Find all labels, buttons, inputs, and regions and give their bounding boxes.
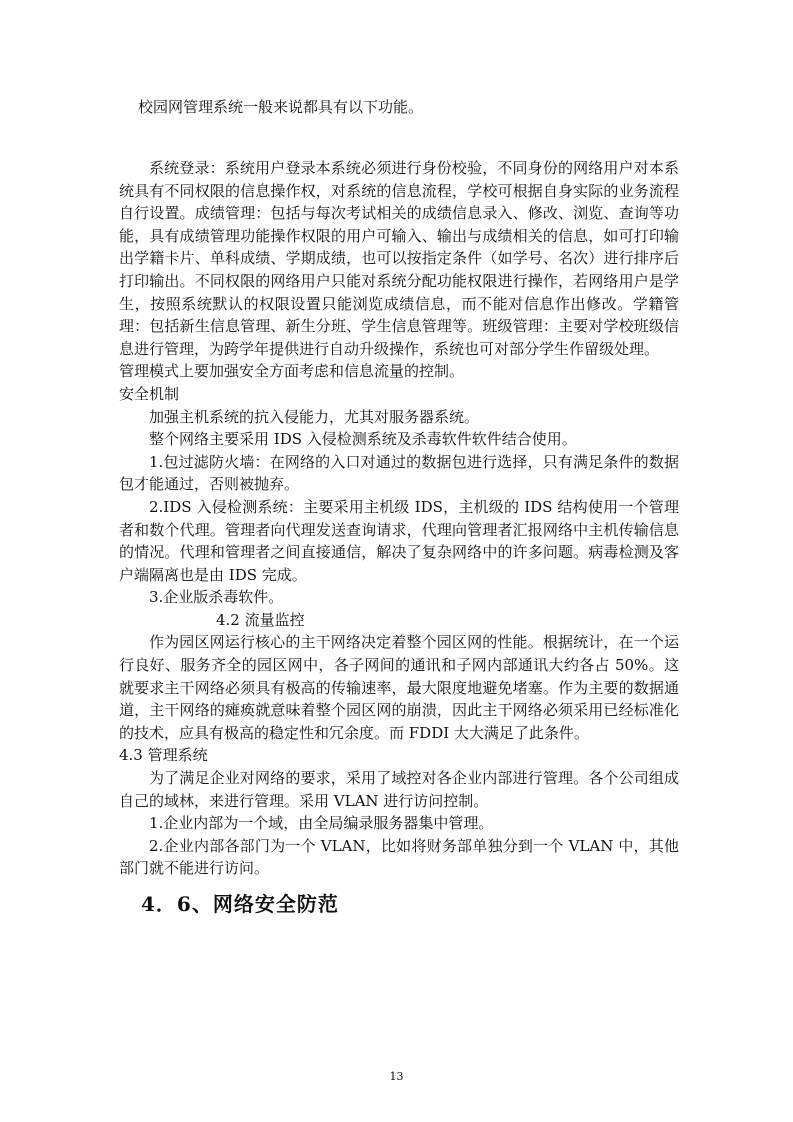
section-heading: 4．6、网络安全防范 [141,892,339,916]
list-item-vlan: 2.企业内部各部门为一个 VLAN，比如将财务部单独分到一个 VLAN 中，其他部门就不能进行访问。 [119,836,679,878]
subsection-title-traffic: 4.2 流量监控 [216,610,305,629]
subsection-title-management: 4.3 管理系统 [119,746,208,765]
paragraph-ids-antivirus: 整个网络主要采用 IDS 入侵检测系统及杀毒软件软件结合使用。 [149,430,577,449]
list-item-firewall: 1.包过滤防火墙：在网络的入口对通过的数据包进行选择，只有满足条件的数据包才能通过，否则被抛弃。 [119,452,679,494]
list-item-antivirus: 3.企业版杀毒软件。 [149,588,284,607]
paragraph-system-functions: 系统登录：系统用户登录本系统必须进行身份校验，不同身份的网络用户对本系统具有不同权限的信息操作权，对系统的信息流程，学校可根据自身实际的业务流程自行设置。成绩管理：包括与每次考试相关的成绩信息录入、修改、浏览、查询等功能，具有成绩管理功能操作权限的用户可输入、输出与成绩相关的信息，如可打印输出学籍卡片、单科成绩、学期成绩，也可以按指定条件（如学号、名次）进行排序后打印输出。不同权限的网络用户只能对系统分配功能权限进行操作，若网络用户是学生，按照系统默认的权限设置只能浏览成绩信息，而不能对信息作出修改。学籍管理：包括新生信息管理、新生分班、学生信息管理等。班级管理：主要对学校班级信息进行管理，为跨学年提供进行自动升级操作，系统也可对部分学生作留级处理。 [119,159,679,358]
list-item-ids: 2.IDS 入侵检测系统：主要采用主机级 IDS，主机级的 IDS 结构使用一个管理者和数个代理。管理者向代理发送查询请求，代理向管理者汇报网络中主机传输信息的情况。代理和管理者之间直接通信，解决了复杂网络中的许多问题。病毒检测及客户端隔离也是由 IDS 完成。 [119,497,679,584]
paragraph-management-mode: 管理模式上要加强安全方面考虑和信息流量的控制。 [119,362,465,381]
paragraph-domain-control: 为了满足企业对网络的要求，采用了域控对各企业内部进行管理。各个公司组成自己的域林，来进行管理。采用 VLAN 进行访问控制。 [119,769,679,810]
paragraph-backbone: 作为园区网运行核心的主干网络决定着整个园区网的性能。根据统计，在一个运行良好、服务齐全的园区网中，各子网间的通讯和子网内部通讯大约各占 50%。这就要求主干网络必须具有极高的传输速率，最大限度地避免堵塞。作为主要的数据通道，主干网络的瘫痪就意味着整个园区网的崩溃，因此主干网络必须采用已经标准化的技术，应具有极高的稳定性和冗余度。而 FDDI 大大满足了此条件。 [119,633,679,742]
paragraph-host-security: 加强主机系统的抗入侵能力，尤其对服务器系统。 [149,407,480,426]
page-number: 13 [389,1070,404,1083]
intro-text: 校园网管理系统一般来说都具有以下功能。 [138,98,424,116]
document-body [119,157,679,918]
section-label-security: 安全机制 [119,384,180,403]
list-item-domain: 1.企业内部为一个域，由全局编录服务器集中管理。 [149,814,494,833]
